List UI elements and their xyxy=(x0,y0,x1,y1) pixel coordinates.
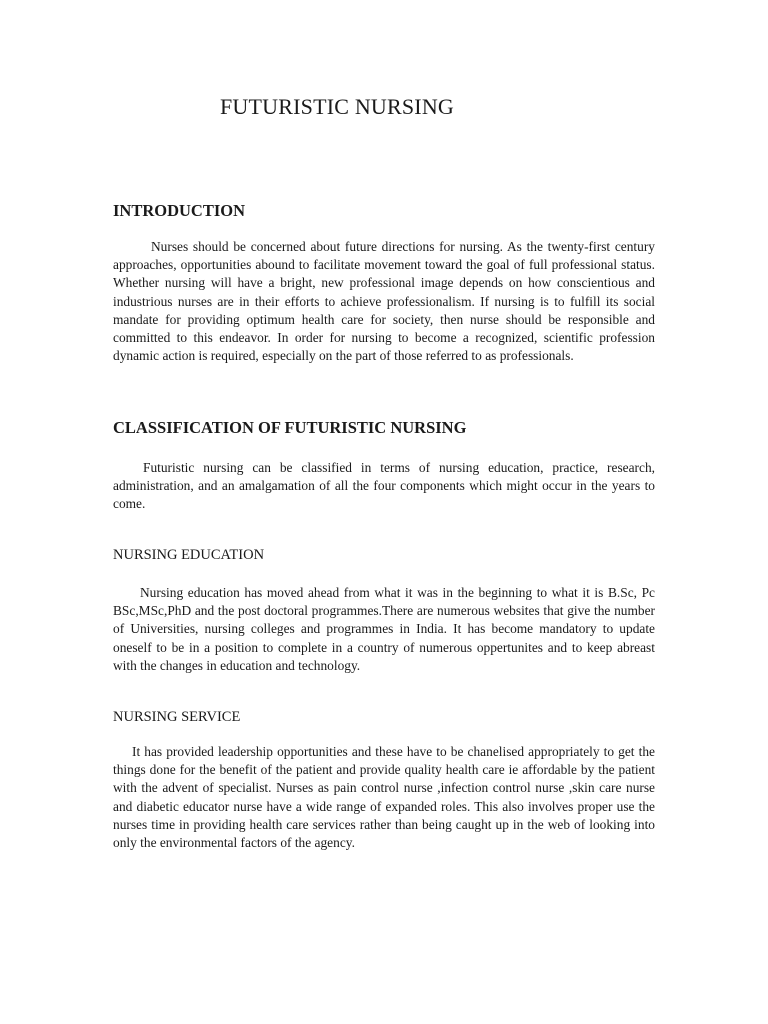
section-body-nursing-service: It has provided leadership opportunities and these have to be chanelised appropriately to get the things done for the benefit of the patient and provide quality health care ie affordable by the patient with the advent of specialist. Nurses as pain control nurse ,infection control nurse ,skin care nurse and diabetic educator nurse have a wide range of expanded roles. This also involves proper use the nurses time in providing health care services rather than being caught up in the web of looking into only the environmental factors of the agency. xyxy=(113,744,655,851)
section-body-introduction: Nurses should be concerned about future directions for nursing. As the twenty-first century approaches, opportunities abound to facilitate movement toward the goal of full professional status. Whether nursing will have a bright, new professional image depends on how conscientious and industrious nurses are in their efforts to achieve professionalism. If nursing is to fulfill its social mandate for providing optimum health care for society, then nurse should be responsible and committed to this endeavor. In order for nursing to become a recognized, scientific profession dynamic action is required, especially on the part of those referred to as professionals. xyxy=(113,239,655,364)
section-heading-nursing-education: NURSING EDUCATION xyxy=(113,547,265,563)
section-body-classification: Futuristic nursing can be classified in terms of nursing education, practice, research, administration, and an amalgamation of all the four components which might occur in the years to come. xyxy=(113,460,655,512)
document-title: FUTURISTIC NURSING xyxy=(220,94,455,119)
section-heading-nursing-service: NURSING SERVICE xyxy=(113,709,241,725)
section-body-nursing-education: Nursing education has moved ahead from what it was in the beginning to what it is B.Sc, Pc BSc,MSc,PhD and the post doctoral programmes.There are numerous websites that give the number of Universities, nursing colleges and programmes in India. It has become mandatory to update oneself to be in a position to complete in a country of numerous oppertunites and to keep abreast with the changes in education and technology. xyxy=(113,585,655,673)
section-heading-classification: CLASSIFICATION OF FUTURISTIC NURSING xyxy=(113,418,467,437)
section-heading-introduction: INTRODUCTION xyxy=(113,201,246,220)
